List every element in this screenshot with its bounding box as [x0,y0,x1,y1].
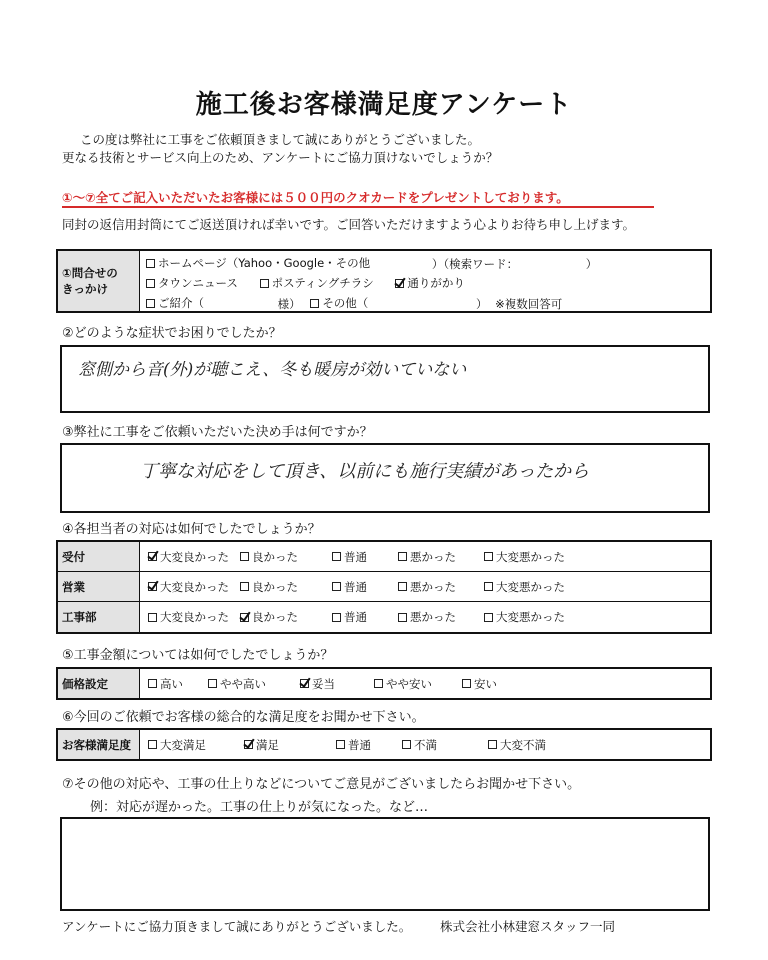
q1-option-intro[interactable]: ご紹介（ [146,295,204,311]
checkbox[interactable] [374,679,383,688]
q5-option[interactable] [148,676,183,692]
q4-option[interactable] [240,549,298,565]
option-label: 普通 [344,549,367,564]
q5-option[interactable] [208,676,266,692]
checkbox[interactable] [148,613,157,622]
checkbox[interactable] [398,613,407,622]
checkbox-intro[interactable] [146,299,155,308]
q2-handwritten-answer: 窓側から音(外)が聴こえ、冬も暖房が効いていない [78,360,467,380]
q6-table [56,728,712,761]
checkbox-checked[interactable] [148,552,157,561]
option-label: やや安い [386,676,432,691]
checkbox[interactable] [240,582,249,591]
red-underline [62,206,654,208]
q6-option[interactable] [244,737,279,753]
q4-option[interactable] [484,579,565,595]
q1-row-1 [146,255,597,272]
q1-option-homepage[interactable]: ホームページ（Yahoo・Google・その他 [146,255,370,271]
q5-option[interactable] [462,676,497,692]
checkbox-checked[interactable] [244,740,253,749]
option-label: 大変良かった [160,610,229,624]
q6-option[interactable] [402,737,437,753]
q4-question: ④各担当者の対応は如何でしたでしょうか？ [62,522,321,537]
q3-answer-box[interactable] [60,443,710,513]
option-label: 安い [474,676,497,691]
q4-option[interactable] [240,609,298,625]
q4-option[interactable] [484,549,565,565]
checkbox[interactable] [484,582,493,591]
intro-line-2: 更なる技術とサービス向上のため、アンケートにご協力頂けないでしょうか？ [62,150,499,165]
option-label: 悪かった [410,549,456,564]
checkbox[interactable] [398,582,407,591]
option-label: 大変悪かった [496,549,565,564]
intro-line-red: ①～⑦全てご記入いただいたお客様には５００円のクオカードをプレゼントしております。 [62,190,569,205]
q4-table [56,540,712,634]
q1-intro-suffix: 様） [277,296,301,311]
q6-option[interactable] [488,737,546,753]
q1-row-3 [146,295,562,312]
q1-option-passing[interactable]: 通りがかり [395,275,465,291]
q5-question: ⑤工事金額については如何でしたでしょうか？ [62,648,334,663]
option-label: 良かった [252,610,298,624]
checkbox-homepage[interactable] [146,259,155,268]
q1-option-other[interactable]: その他（ [310,295,368,311]
q6-row-label: お客様満足度 [58,730,140,759]
q4-row-label: 営業 [58,572,140,602]
q1-close-paren: ） [585,256,598,271]
q4-option[interactable] [484,609,565,625]
option-label: 大変悪かった [496,579,565,594]
intro-line-4: 同封の返信用封筒にてご返送頂ければ幸いです。ご回答いただけますよう心よりお待ち申し上げます。 [62,217,636,232]
option-label: 大変満足 [160,737,206,752]
q7-answer-box[interactable] [60,817,710,911]
q5-option[interactable] [374,676,432,692]
footer-company: 株式会社小林建窓スタッフ一同 [440,919,616,934]
checkbox[interactable] [148,679,157,688]
q4-row-options [140,602,710,632]
q4-option[interactable] [148,549,229,565]
option-label: 大変悪かった [496,610,565,624]
option-label: 大変良かった [160,579,229,594]
checkbox-checked[interactable] [240,613,249,622]
checkbox[interactable] [462,679,471,688]
checkbox-passing-checked[interactable] [395,279,404,288]
q4-option[interactable] [398,579,456,595]
q4-option[interactable] [332,579,367,595]
q4-row-options [140,572,710,602]
checkbox-checked[interactable] [300,679,309,688]
q1-options [140,251,710,311]
checkbox-town[interactable] [146,279,155,288]
q1-label-line2: きっかけ [62,282,108,296]
q1-label-line1: ①問合せの [62,266,118,280]
checkbox[interactable] [208,679,217,688]
checkbox[interactable] [336,740,345,749]
q1-table [56,249,712,313]
checkbox-posting[interactable] [260,279,269,288]
checkbox[interactable] [488,740,497,749]
option-label: 普通 [344,579,367,594]
q4-option[interactable] [148,609,229,625]
checkbox[interactable] [240,552,249,561]
q6-option[interactable] [336,737,371,753]
q4-option[interactable] [398,609,456,625]
option-label: 悪かった [410,610,456,624]
q4-option[interactable] [332,609,367,625]
q6-row-options [140,730,710,759]
intro-line-1: この度は弊社に工事をご依頼頂きまして誠にありがとうございました。 [80,132,481,147]
q4-row-options [140,542,710,572]
checkbox[interactable] [332,552,341,561]
q1-option-posting[interactable]: ポスティングチラシ [260,275,374,291]
option-label: 悪かった [410,579,456,594]
q1-row-2 [146,275,465,291]
checkbox[interactable] [484,552,493,561]
checkbox[interactable] [402,740,411,749]
option-label: 不満 [414,737,437,752]
checkbox[interactable] [398,552,407,561]
checkbox[interactable] [484,613,493,622]
checkbox[interactable] [148,740,157,749]
q5-table [56,667,712,700]
q4-option[interactable] [398,549,456,565]
option-label: やや高い [220,676,266,691]
q1-other-suffix: ） [475,296,488,311]
checkbox[interactable] [332,582,341,591]
q7-example: 例：対応が遅かった。工事の仕上りが気になった。など… [90,800,429,815]
q3-question: ③弊社に工事をご依頼いただいた決め手は何ですか？ [62,425,373,440]
q1-label [58,251,140,311]
q4-row-label: 受付 [58,542,140,572]
option-label: 高い [160,676,183,691]
footer-thanks: アンケートにご協力頂きまして誠にありがとうございました。 [62,919,412,934]
q2-answer-box[interactable] [60,345,710,413]
option-label: 普通 [344,610,367,624]
q2-question: ②どのような症状でお困りでしたか？ [62,326,282,341]
q4-option[interactable] [240,579,298,595]
option-label: 良かった [252,579,298,594]
checkbox[interactable] [332,613,341,622]
q1-option-town[interactable]: タウンニュース [146,275,238,291]
q6-question: ⑥今回のご依頼でお客様の総合的な満足度をお聞かせ下さい。 [62,710,425,725]
q5-row-options [140,669,710,698]
option-label: 大変良かった [160,549,229,564]
option-label: 満足 [256,737,279,752]
checkbox-other[interactable] [310,299,319,308]
page-title: 施工後お客様満足度アンケート [195,90,573,120]
q1-multi-note: ※複数回答可 [495,296,563,311]
option-label: 大変不満 [500,737,546,752]
q5-row-label: 価格設定 [58,669,140,698]
option-label: 良かった [252,549,298,564]
option-label: 普通 [348,737,371,752]
q6-option[interactable] [148,737,206,753]
q4-option[interactable] [332,549,367,565]
checkbox-checked[interactable] [148,582,157,591]
q4-row-label: 工事部 [58,602,140,632]
q5-option[interactable] [300,676,335,692]
q1-search-word-label: ）（検索ワード： [431,256,519,271]
option-label: 妥当 [312,676,335,691]
q3-handwritten-answer: 丁寧な対応をして頂き、以前にも施行実績があったから [140,461,590,482]
q7-question: ⑦その他の対応や、工事の仕上りなどについてご意見がございましたらお聞かせ下さい。 [62,777,581,792]
q4-option[interactable] [148,579,229,595]
